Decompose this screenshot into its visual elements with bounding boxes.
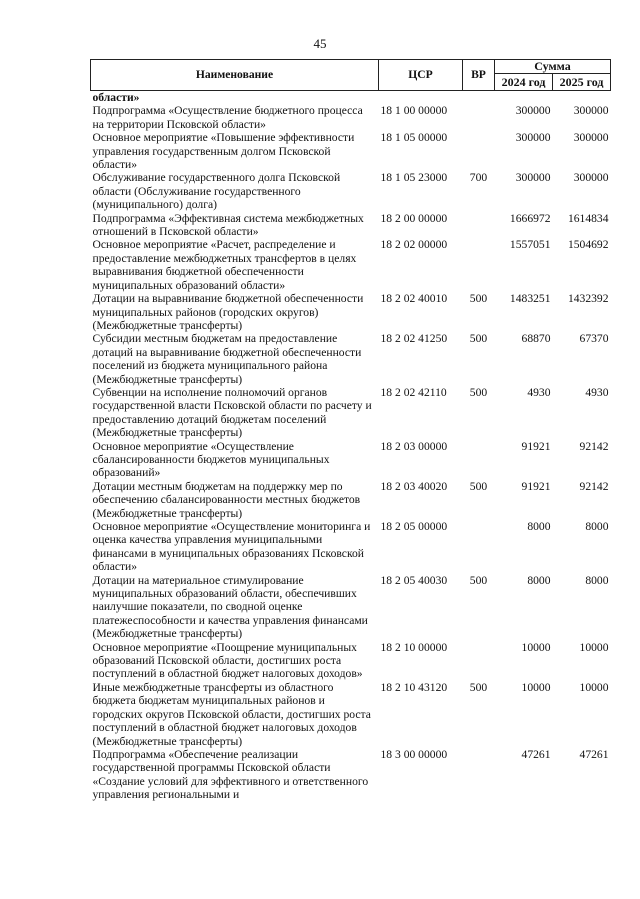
row-csr: 18 2 10 43120 xyxy=(380,680,448,694)
row-sum-2025: 92142 xyxy=(579,439,609,453)
row-sum-2025: 10000 xyxy=(579,680,609,694)
row-sum-2025: 47261 xyxy=(579,747,609,761)
row-sum-2024: 91921 xyxy=(521,479,551,493)
row-name: Обслуживание государственного долга Псковской области (Обслуживание государственного (муниципального) долга) xyxy=(92,171,341,212)
row-name: Основное мероприятие «Поощрение муниципальных образований Псковской области, достигших роста поступлений в областной бюджет налоговых доходов» xyxy=(92,640,363,681)
page-number: 45 xyxy=(313,36,327,51)
budget-table xyxy=(90,59,611,802)
row-sum-2025: 1432392 xyxy=(567,292,609,306)
row-sum-2024: 91921 xyxy=(521,439,551,453)
table-row xyxy=(91,131,611,171)
row-csr: 18 2 00 00000 xyxy=(380,211,448,225)
row-name: Дотации местным бюджетам на поддержку мер по обеспечению сбалансированности местных бюджетов (Межбюджетные трансферты) xyxy=(92,479,361,520)
row-csr: 18 1 05 23000 xyxy=(380,171,448,185)
row-name: Основное мероприятие «Осуществление сбалансированности бюджетов муниципальных образований» xyxy=(92,439,330,480)
row-csr: 18 2 02 40010 xyxy=(380,292,448,306)
row-vr: 500 xyxy=(469,680,488,694)
table-row xyxy=(91,238,611,292)
row-vr xyxy=(463,641,495,681)
row-sum-2024: 300000 xyxy=(515,104,551,118)
row-sum-2025: 92142 xyxy=(579,479,609,493)
row-name: Дотации на выравнивание бюджетной обеспеченности муниципальных районов (городских округов) (Межбюджетные трансферты) xyxy=(92,292,364,332)
row-csr: 18 2 02 41250 xyxy=(380,332,448,346)
row-csr: 18 1 00 00000 xyxy=(380,104,448,118)
row-vr: 500 xyxy=(469,479,488,493)
row-name: Основное мероприятие «Повышение эффективности управления государственным долгом Псковской области» xyxy=(92,131,355,172)
row-vr: 500 xyxy=(469,385,488,399)
row-csr: 18 2 05 40030 xyxy=(380,573,448,587)
table-row xyxy=(91,91,611,105)
row-csr: 18 2 03 40020 xyxy=(380,479,448,493)
row-sum-2024: 68870 xyxy=(521,332,551,346)
row-sum-2024: 300000 xyxy=(515,171,551,185)
table-row xyxy=(91,748,611,802)
row-vr: 500 xyxy=(469,332,488,346)
row-vr: 500 xyxy=(469,292,488,306)
table-row xyxy=(91,292,611,332)
table-row xyxy=(91,641,611,681)
table-row xyxy=(91,681,611,748)
row-vr xyxy=(463,238,495,292)
row-vr xyxy=(463,748,495,802)
row-sum-2025: 8000 xyxy=(585,573,609,587)
row-sum-2024: 300000 xyxy=(515,131,551,145)
row-csr: 18 2 03 00000 xyxy=(380,439,448,453)
row-sum-2024: 8000 xyxy=(527,573,551,587)
table-row xyxy=(91,574,611,641)
table-row xyxy=(91,212,611,239)
row-csr: 18 2 05 00000 xyxy=(380,520,448,533)
header-csr: ЦСР xyxy=(379,60,463,91)
row-sum-2024: 1557051 xyxy=(509,238,551,252)
row-sum-2025: 4930 xyxy=(585,385,609,399)
row-sum-2025: 67370 xyxy=(579,332,609,346)
row-csr xyxy=(379,91,463,105)
row-sum-2024: 10000 xyxy=(521,640,551,654)
row-name: Основное мероприятие «Осуществление мониторинга и оценка качества управления муниципальными финансами в муниципальных образованиях Псковской области» xyxy=(92,520,371,574)
row-name: Подпрограмма «Обеспечение реализации государственной программы Псковской области «Создание условий для эффективного и ответственного управления региональными и xyxy=(92,747,369,802)
row-name: Подпрограмма «Эффективная система межбюджетных отношений в Псковской области» xyxy=(92,211,364,239)
row-sum-2024: 47261 xyxy=(521,747,551,761)
row-vr xyxy=(463,104,495,131)
table-row xyxy=(91,104,611,131)
row-name: Подпрограмма «Осуществление бюджетного процесса на территории Псковской области» xyxy=(92,104,363,131)
header-name: Наименование xyxy=(91,60,379,91)
row-csr: 18 3 00 00000 xyxy=(380,747,448,761)
row-name: Иные межбюджетные трансферты из областного бюджета бюджетам муниципальных районов и городских округов Псковской области, достигших роста поступлений в областной бюджет налоговых доходов (Межбюджетные трансферты) xyxy=(92,680,371,748)
row-name: Субвенции на исполнение полномочий органов государственной власти Псковской области по расчету и предоставлению дотаций бюджетам поселений (Межбюджетные трансферты) xyxy=(92,385,372,440)
row-sum-2024: 4930 xyxy=(527,385,551,399)
table-row xyxy=(91,332,611,386)
row-csr: 18 1 05 00000 xyxy=(380,131,448,145)
row-sum-2025: 10000 xyxy=(579,640,609,654)
row-sum-2025: 1614834 xyxy=(567,211,609,225)
row-sum-2025 xyxy=(553,91,611,105)
row-name: области» xyxy=(92,91,140,104)
row-sum-2024: 1483251 xyxy=(509,292,551,306)
row-sum-2025: 300000 xyxy=(573,171,609,185)
table-header xyxy=(91,60,611,91)
row-vr: 500 xyxy=(469,573,488,587)
row-sum-2024: 1666972 xyxy=(509,211,551,225)
row-sum-2025: 300000 xyxy=(573,131,609,145)
row-sum-2024: 8000 xyxy=(527,520,551,533)
row-vr xyxy=(463,131,495,171)
row-vr: 700 xyxy=(469,171,488,185)
row-vr xyxy=(463,520,495,574)
row-name: Дотации на материальное стимулирование муниципальных образований области, обеспечивших наилучшие показатели, по сводной оценке платежеспособности и качества управления финансами (Межбюджетные трансферты) xyxy=(92,573,368,641)
table-row xyxy=(91,520,611,574)
table-body xyxy=(91,91,611,802)
header-sum: Сумма xyxy=(495,60,611,74)
row-csr: 18 2 10 00000 xyxy=(380,640,448,654)
table-row xyxy=(91,480,611,520)
row-sum-2024 xyxy=(495,91,553,105)
table-row xyxy=(91,386,611,440)
table-row xyxy=(91,171,611,211)
row-vr xyxy=(463,91,495,105)
row-vr xyxy=(463,212,495,239)
row-name: Основное мероприятие «Расчет, распределение и предоставление межбюджетных трансфертов в целях выравнивания бюджетной обеспеченности муниципальных образований области» xyxy=(92,238,357,292)
row-vr xyxy=(463,440,495,480)
row-name: Субсидии местным бюджетам на предоставление дотаций на выравнивание бюджетной обеспеченности поселений из бюджета муниципального района (Межбюджетные трансферты) xyxy=(92,332,362,386)
row-csr: 18 2 02 42110 xyxy=(380,385,447,399)
header-vr: ВР xyxy=(463,60,495,91)
header-year-2024: 2024 год xyxy=(495,73,553,90)
row-sum-2025: 8000 xyxy=(585,520,609,533)
row-sum-2025: 300000 xyxy=(573,104,609,118)
row-sum-2025: 1504692 xyxy=(567,238,609,252)
table-row xyxy=(91,440,611,480)
row-sum-2024: 10000 xyxy=(521,680,551,694)
header-year-2025: 2025 год xyxy=(553,73,611,90)
row-csr: 18 2 02 00000 xyxy=(380,238,448,252)
